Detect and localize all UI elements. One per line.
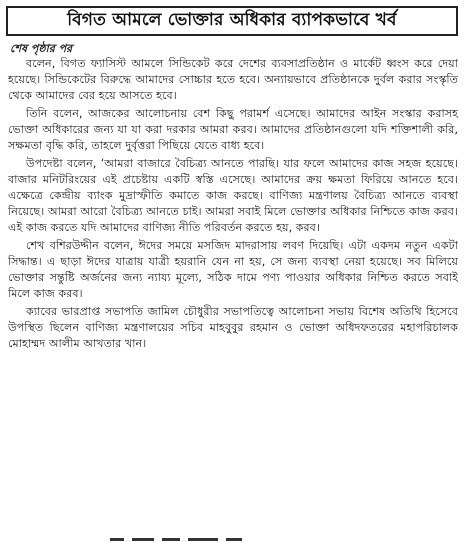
paragraph: শেখ বশিরউদ্দীন বলেন, ঈদের সময়ে মসজিদ মাদরাসায় লবণ দিয়েছি। এটা একদম নতুন একটা সিদ্ধান্ত। এ ছাড়া ঈদের যাত্রায় যাত্রী হয়রানি যেন না হয়, সে জন্য ব্যবস্থা নেয়া হয়েছে। সব মিলিয়ে ভোক্তার সন্তুষ্টি অর্জনের জন্য ন্যায্য মূল্যে, সঠিক দামে পণ্য পাওয়ার অধিকার নিশ্চিত করতে সবাই মিলে কাজ করব। (8, 239, 458, 300)
continued-label: শেষ পৃষ্ঠার পর (10, 42, 73, 55)
paragraph: তিনি বলেন, আজকের আলোচনায় বেশ কিছু পরামর্শ এসেছে। আমাদের আইন সংস্কার করাসহ ভোক্তা অধিকারের জন্য যা যা করা দরকার আমরা করব। আমাদের প্রতিষ্ঠানগুলো যদি শক্তিশালী করি, সক্ষমতা বৃদ্ধি করি, তাহলে দুর্বৃত্তরা পিছিয়ে যেতে বাধ্য হবে। (8, 107, 458, 152)
headline-box (6, 6, 458, 36)
paragraph: ক্যাবের ভারপ্রাপ্ত সভাপতি জামিল চৌধুরীর সভাপতিত্বে আলোচনা সভায় বিশেষ অতিথি হিসেবে উপস্থিত ছিলেন বাণিজ্য মন্ত্রণালয়ের সচিব মাহবুবুর রহমান ও ভোক্তা অধিদফতরের মহাপরিচালক মোহাম্মদ আলীম আখতার খান। (8, 305, 458, 350)
cropped-next-line (0, 538, 466, 547)
headline: বিগত আমলে ভোক্তার অধিকার ব্যাপকভাবে খর্ব (67, 10, 397, 30)
paragraph: উপদেষ্টা বলেন, ‘আমরা বাজারে বৈচিত্র্য আনতে পারছি। যার ফলে আমাদের কাজ সহজ হয়েছে। বাজার মনিটরিংয়ের এই প্রচেষ্টায় একটি স্বস্তি এসেছে। আমাদের ক্রয় ক্ষমতা ফিরিয়ে আনতে হবে। এক্ষেত্রে কেন্দ্রীয় ব্যাংক মুদ্রাস্ফীতি কমাতে কাজ করছে। বাণিজ্য মন্ত্রণালয় বৈচিত্র্য আনতে ব্যবস্থা নিয়েছে। আমরা আরো বৈচিত্র্য আনতে চাই। আমরা সবাই মিলে ভোক্তার অধিকার নিশ্চিতে কাজ করব। এই কাজ করতে যদি আমাদের বাণিজ্য নীতি পরিবর্তন করতে হয়, করব। (8, 157, 458, 234)
article-body (8, 56, 458, 354)
paragraph: বলেন, বিগত ফ্যাসিস্ট আমলে সিন্ডিকেট করে দেশের ব্যবসাপ্রতিষ্ঠান ও মার্কেট ধ্বংস করে দেয়া হয়েছে। সিন্ডিকেটের বিরুদ্ধে আমাদের সোচ্চার হতে হবে। অন্যায়ভাবে প্রতিষ্ঠানকে দুর্বল করার সংস্কৃতি থেকে আমাদের বের হয়ে আসতে হবে। (8, 57, 458, 102)
